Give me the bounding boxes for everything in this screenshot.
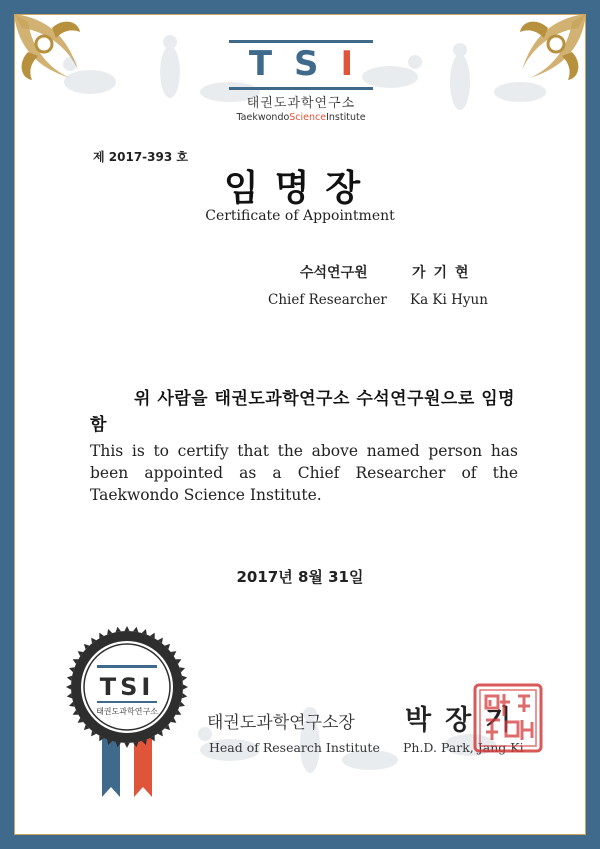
issue-date: 2017년 8월 31일	[236, 568, 364, 586]
official-seal-stamp	[472, 682, 544, 754]
logo-top-rule	[229, 40, 373, 43]
logo-middle-rule	[229, 87, 373, 90]
emblem-letters: TSI	[99, 673, 155, 701]
appointment-statement-english: This is to certify that the above named person has been appointed as a Chief Researcher of the Taekwondo Science Institute.	[90, 442, 518, 504]
logo-letter-s: S	[294, 44, 319, 84]
title-korean: 임명장	[223, 168, 377, 209]
signatory-title-english: Head of Research Institute	[209, 740, 380, 755]
logo-name-part-2: Science	[289, 112, 327, 123]
signatory-name-korean: 박장기	[405, 705, 526, 736]
logo-letter-t: T	[248, 44, 273, 84]
certificate-number: 제 2017-393 호	[93, 150, 188, 164]
appointee-name-english: Ka Ki Hyun	[410, 292, 488, 308]
appointee-position-korean: 수석연구원	[300, 265, 368, 281]
signatory-title-korean: 태권도과학연구소장	[207, 713, 355, 733]
logo-name-part-3: Institute	[326, 112, 366, 123]
tsi-emblem-icon	[62, 625, 192, 800]
emblem-name: 태권도과학연구소	[96, 707, 158, 716]
title-english: Certificate of Appointment	[205, 208, 395, 224]
logo-letter-i: I	[340, 44, 354, 84]
logo-name-korean: 태권도과학연구소	[246, 96, 356, 111]
tsi-logo	[229, 40, 373, 130]
appointment-statement-korean: 위 사람을 태권도과학연구소 수석연구원으로 임명함	[90, 389, 516, 435]
logo-letters	[229, 46, 373, 82]
appointee-name-korean: 가기현	[412, 265, 477, 281]
logo-name-english	[229, 112, 373, 123]
appointee-position-english: Chief Researcher	[268, 292, 387, 308]
logo-name-part-1: Taekwondo	[236, 112, 290, 123]
signatory-name-english: Ph.D. Park, Jang Ki	[403, 740, 524, 755]
